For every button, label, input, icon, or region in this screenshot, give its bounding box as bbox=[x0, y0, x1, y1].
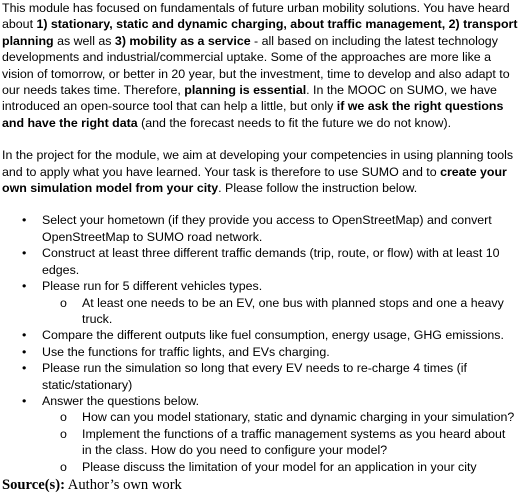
source-text: Author’s own work bbox=[64, 476, 182, 493]
list-item-text: Select your hometown (if they provide you access to OpenStreetMap) and convert OpenStreetMap to SUMO road network. bbox=[42, 213, 492, 244]
list-item bbox=[2, 393, 518, 475]
sub-list-item-text: Implement the functions of a traffic management systems as you heard about in the class. How do you need to configure your model? bbox=[82, 426, 506, 458]
intro-bold-maas: 3) mobility as a service bbox=[114, 33, 251, 48]
bullet-marker: • bbox=[22, 213, 27, 228]
bullet-marker: • bbox=[22, 279, 27, 294]
source-label: Source(s): bbox=[2, 476, 65, 493]
list-item-text: Please run for 5 different vehicles types. bbox=[42, 279, 263, 294]
list-item bbox=[2, 327, 518, 343]
bullet-marker: • bbox=[22, 344, 27, 359]
intro-bold-essential: planning is essential bbox=[184, 83, 307, 98]
task-paragraph bbox=[2, 147, 518, 196]
intro-text-5: (and the forecast needs to fit the future we do not know). bbox=[137, 115, 452, 130]
question-sublist bbox=[42, 409, 518, 475]
bullet-marker: • bbox=[22, 246, 27, 261]
sub-list-item-text: At least one needs to be an EV, one bus with planned stops and one a heavy truck. bbox=[82, 295, 504, 326]
list-item-text: Compare the different outputs like fuel consumption, energy usage, GHG emissions. bbox=[42, 328, 504, 343]
sub-list-item bbox=[42, 426, 518, 459]
intro-paragraph bbox=[2, 0, 518, 131]
list-item-text: Construct at least three different traffic demands (trip, route, or flow) with at least 10 edges. bbox=[42, 246, 500, 277]
list-item bbox=[2, 212, 518, 245]
sub-bullet-marker: o bbox=[60, 410, 67, 425]
intro-text-3: - all based on including the latest technology developments and industrial/commercial uptake. Some of the approaches are more like a vision of tomorrow, or better in 20 year, but the investment, time to develop and also adapt to our needs takes time. Therefore, bbox=[2, 33, 510, 98]
sub-bullet-marker: o bbox=[60, 426, 67, 441]
intro-text-4: . In the MOOC on SUMO, we have introduced an open-source tool that can help a little, but only bbox=[2, 83, 497, 114]
sub-list-item bbox=[42, 409, 518, 425]
source-caption bbox=[2, 476, 518, 494]
bullet-marker: • bbox=[22, 393, 27, 408]
list-item bbox=[2, 360, 518, 393]
vehicle-sublist bbox=[42, 295, 518, 328]
intro-text-1: This module has focused on fundamentals of future urban mobility solutions. You have heard about bbox=[2, 1, 510, 32]
list-item bbox=[2, 278, 518, 327]
list-item-text: Please run the simulation so long that every EV needs to re-charge 4 times (if static/stationary) bbox=[42, 361, 467, 392]
task-text-1: In the project for the module, we aim at developing your competencies in using planning tools and to apply what you have learned. Your task is therefore to use SUMO and to bbox=[2, 148, 514, 179]
sub-list-item-text: How can you model stationary, static and dynamic charging in your simulation? bbox=[82, 410, 515, 425]
document-body bbox=[2, 0, 518, 494]
sub-list-item bbox=[42, 295, 518, 328]
intro-text-2: as well as bbox=[53, 33, 115, 48]
sub-list-item bbox=[42, 459, 518, 475]
bullet-marker: • bbox=[22, 361, 27, 376]
intro-bold-questions: if we ask the right questions and have the right data bbox=[2, 99, 504, 130]
task-text-2: . Please follow the instruction below. bbox=[218, 181, 418, 196]
list-item-text: Use the functions for traffic lights, and EVs charging. bbox=[42, 344, 330, 359]
sub-bullet-marker: o bbox=[60, 459, 67, 474]
sub-bullet-marker: o bbox=[60, 295, 67, 310]
task-bold-model: create your own simulation model from your city bbox=[2, 164, 507, 196]
instruction-list bbox=[2, 212, 518, 475]
bullet-marker: • bbox=[22, 328, 27, 343]
sub-list-item-text: Please discuss the limitation of your model for an application in your city bbox=[82, 459, 477, 474]
intro-bold-planning: transport planning bbox=[2, 17, 518, 48]
intro-bold-charging: 1) stationary, static and dynamic charging, about traffic management, 2) bbox=[36, 17, 464, 32]
list-item bbox=[2, 245, 518, 278]
list-item-text: Answer the questions below. bbox=[42, 393, 200, 408]
list-item bbox=[2, 344, 518, 360]
